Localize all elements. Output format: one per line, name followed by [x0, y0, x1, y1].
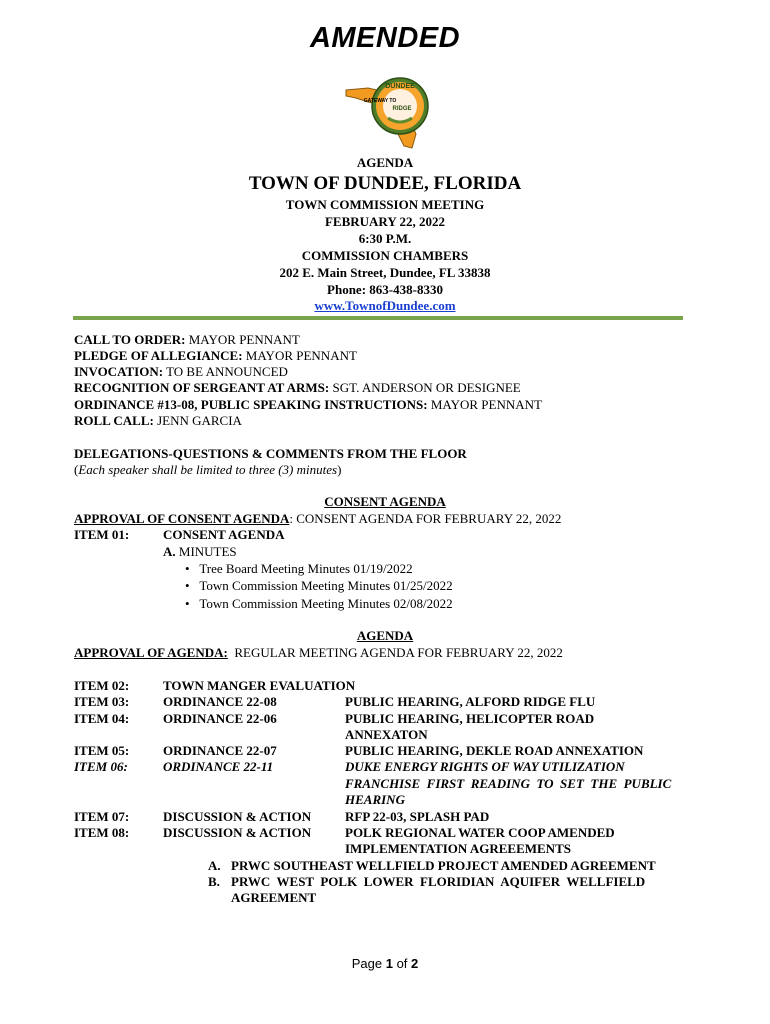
item-description: ANNEXATON [345, 727, 428, 742]
item-type: ORDINANCE 22-11 [163, 759, 274, 774]
item-type: ORDINANCE 22-07 [163, 743, 277, 758]
item-type: TOWN MANGER EVALUATION [163, 678, 356, 693]
item-description: POLK REGIONAL WATER COOP AMENDED [345, 825, 615, 840]
page-number: Page 1 of 2 [351, 956, 419, 971]
svg-text:RIDGE: RIDGE [392, 106, 412, 112]
item-type: DISCUSSION & ACTION [163, 809, 312, 824]
meeting-date: FEBRUARY 22, 2022 [324, 214, 446, 229]
item-number: ITEM 08: [74, 825, 130, 840]
item-number: ITEM 02: [74, 678, 130, 693]
item-number: ITEM 05: [74, 743, 130, 758]
item-number: ITEM 06: [74, 759, 128, 774]
opening-call-to-order: CALL TO ORDER: MAYOR PENNANT [74, 332, 300, 347]
consent-sub-minutes: A. MINUTES [163, 544, 237, 559]
website-link[interactable]: www.TownofDundee.com [314, 298, 456, 313]
meeting-address: 202 E. Main Street, Dundee, FL 33838 [279, 265, 491, 280]
item-description: RFP 22-03, SPLASH PAD [345, 809, 490, 824]
consent-heading: CONSENT AGENDA [324, 494, 446, 509]
item-description: PUBLIC HEARING, ALFORD RIDGE FLU [345, 694, 596, 709]
sub-item-text: PRWC SOUTHEAST WELLFIELD PROJECT AMENDED AGREEMENT [231, 858, 656, 873]
consent-approval: APPROVAL OF CONSENT AGENDA: CONSENT AGENDA FOR FEBRUARY 22, 2022 [74, 511, 562, 526]
opening-ordinance: ORDINANCE #13-08, PUBLIC SPEAKING INSTRUCTIONS: MAYOR PENNANT [74, 397, 542, 412]
item-description: FRANCHISE FIRST READING TO SET THE PUBLIC [345, 776, 672, 791]
website-row [0, 298, 770, 314]
item-description: HEARING [345, 792, 405, 807]
item-number: ITEM 03: [74, 694, 130, 709]
item-number: ITEM 04: [74, 711, 130, 726]
item-description: IMPLEMENTATION AGREEEMENTS [345, 841, 571, 856]
consent-item-number: ITEM 01: [74, 527, 130, 542]
agenda-heading: AGENDA [356, 628, 414, 643]
meeting-title: TOWN COMMISSION MEETING [285, 197, 485, 212]
town-title: TOWN OF DUNDEE, FLORIDA [248, 173, 522, 194]
opening-invocation: INVOCATION: TO BE ANNOUNCED [74, 364, 288, 379]
delegations-note: (Each speaker shall be limited to three (3) minutes) [74, 462, 342, 477]
item-number: ITEM 07: [74, 809, 130, 824]
agenda-label: AGENDA [356, 155, 414, 170]
meeting-location: COMMISSION CHAMBERS [301, 248, 469, 263]
divider-rule [73, 316, 683, 320]
svg-text:DUNDEE: DUNDEE [385, 83, 415, 90]
meeting-time: 6:30 P.M. [358, 231, 412, 246]
list-item: • Town Commission Meeting Minutes 02/08/2022 [185, 596, 453, 611]
svg-text:GATEWAY TO: GATEWAY TO [363, 98, 397, 104]
amended-banner: AMENDED [309, 22, 461, 54]
consent-item-title: CONSENT AGENDA [163, 527, 285, 542]
sub-item-letter: A. [208, 858, 221, 873]
list-item: • Town Commission Meeting Minutes 01/25/2022 [185, 578, 453, 593]
opening-pledge: PLEDGE OF ALLEGIANCE: MAYOR PENNANT [74, 348, 357, 363]
item-description: PUBLIC HEARING, DEKLE ROAD ANNEXATION [345, 743, 644, 758]
town-logo [338, 68, 438, 152]
item-type: ORDINANCE 22-08 [163, 694, 277, 709]
agenda-approval: APPROVAL OF AGENDA: REGULAR MEETING AGENDA FOR FEBRUARY 22, 2022 [74, 645, 563, 660]
item-description: DUKE ENERGY RIGHTS OF WAY UTILIZATION [345, 759, 625, 774]
sub-item-text: AGREEMENT [231, 890, 317, 905]
delegations-title: DELEGATIONS-QUESTIONS & COMMENTS FROM THE FLOOR [74, 446, 467, 461]
list-item: • Tree Board Meeting Minutes 01/19/2022 [185, 561, 413, 576]
item-type: ORDINANCE 22-06 [163, 711, 277, 726]
opening-sergeant: RECOGNITION OF SERGEANT AT ARMS: SGT. ANDERSON OR DESIGNEE [74, 380, 521, 395]
item-description: PUBLIC HEARING, HELICOPTER ROAD [345, 711, 595, 726]
sub-item-text: PRWC WEST POLK LOWER FLORIDIAN AQUIFER WELLFIELD [231, 874, 646, 889]
opening-roll-call: ROLL CALL: JENN GARCIA [74, 413, 242, 428]
item-type: DISCUSSION & ACTION [163, 825, 312, 840]
town-phone: Phone: 863-438-8330 [327, 282, 443, 297]
sub-item-letter: B. [208, 874, 220, 889]
